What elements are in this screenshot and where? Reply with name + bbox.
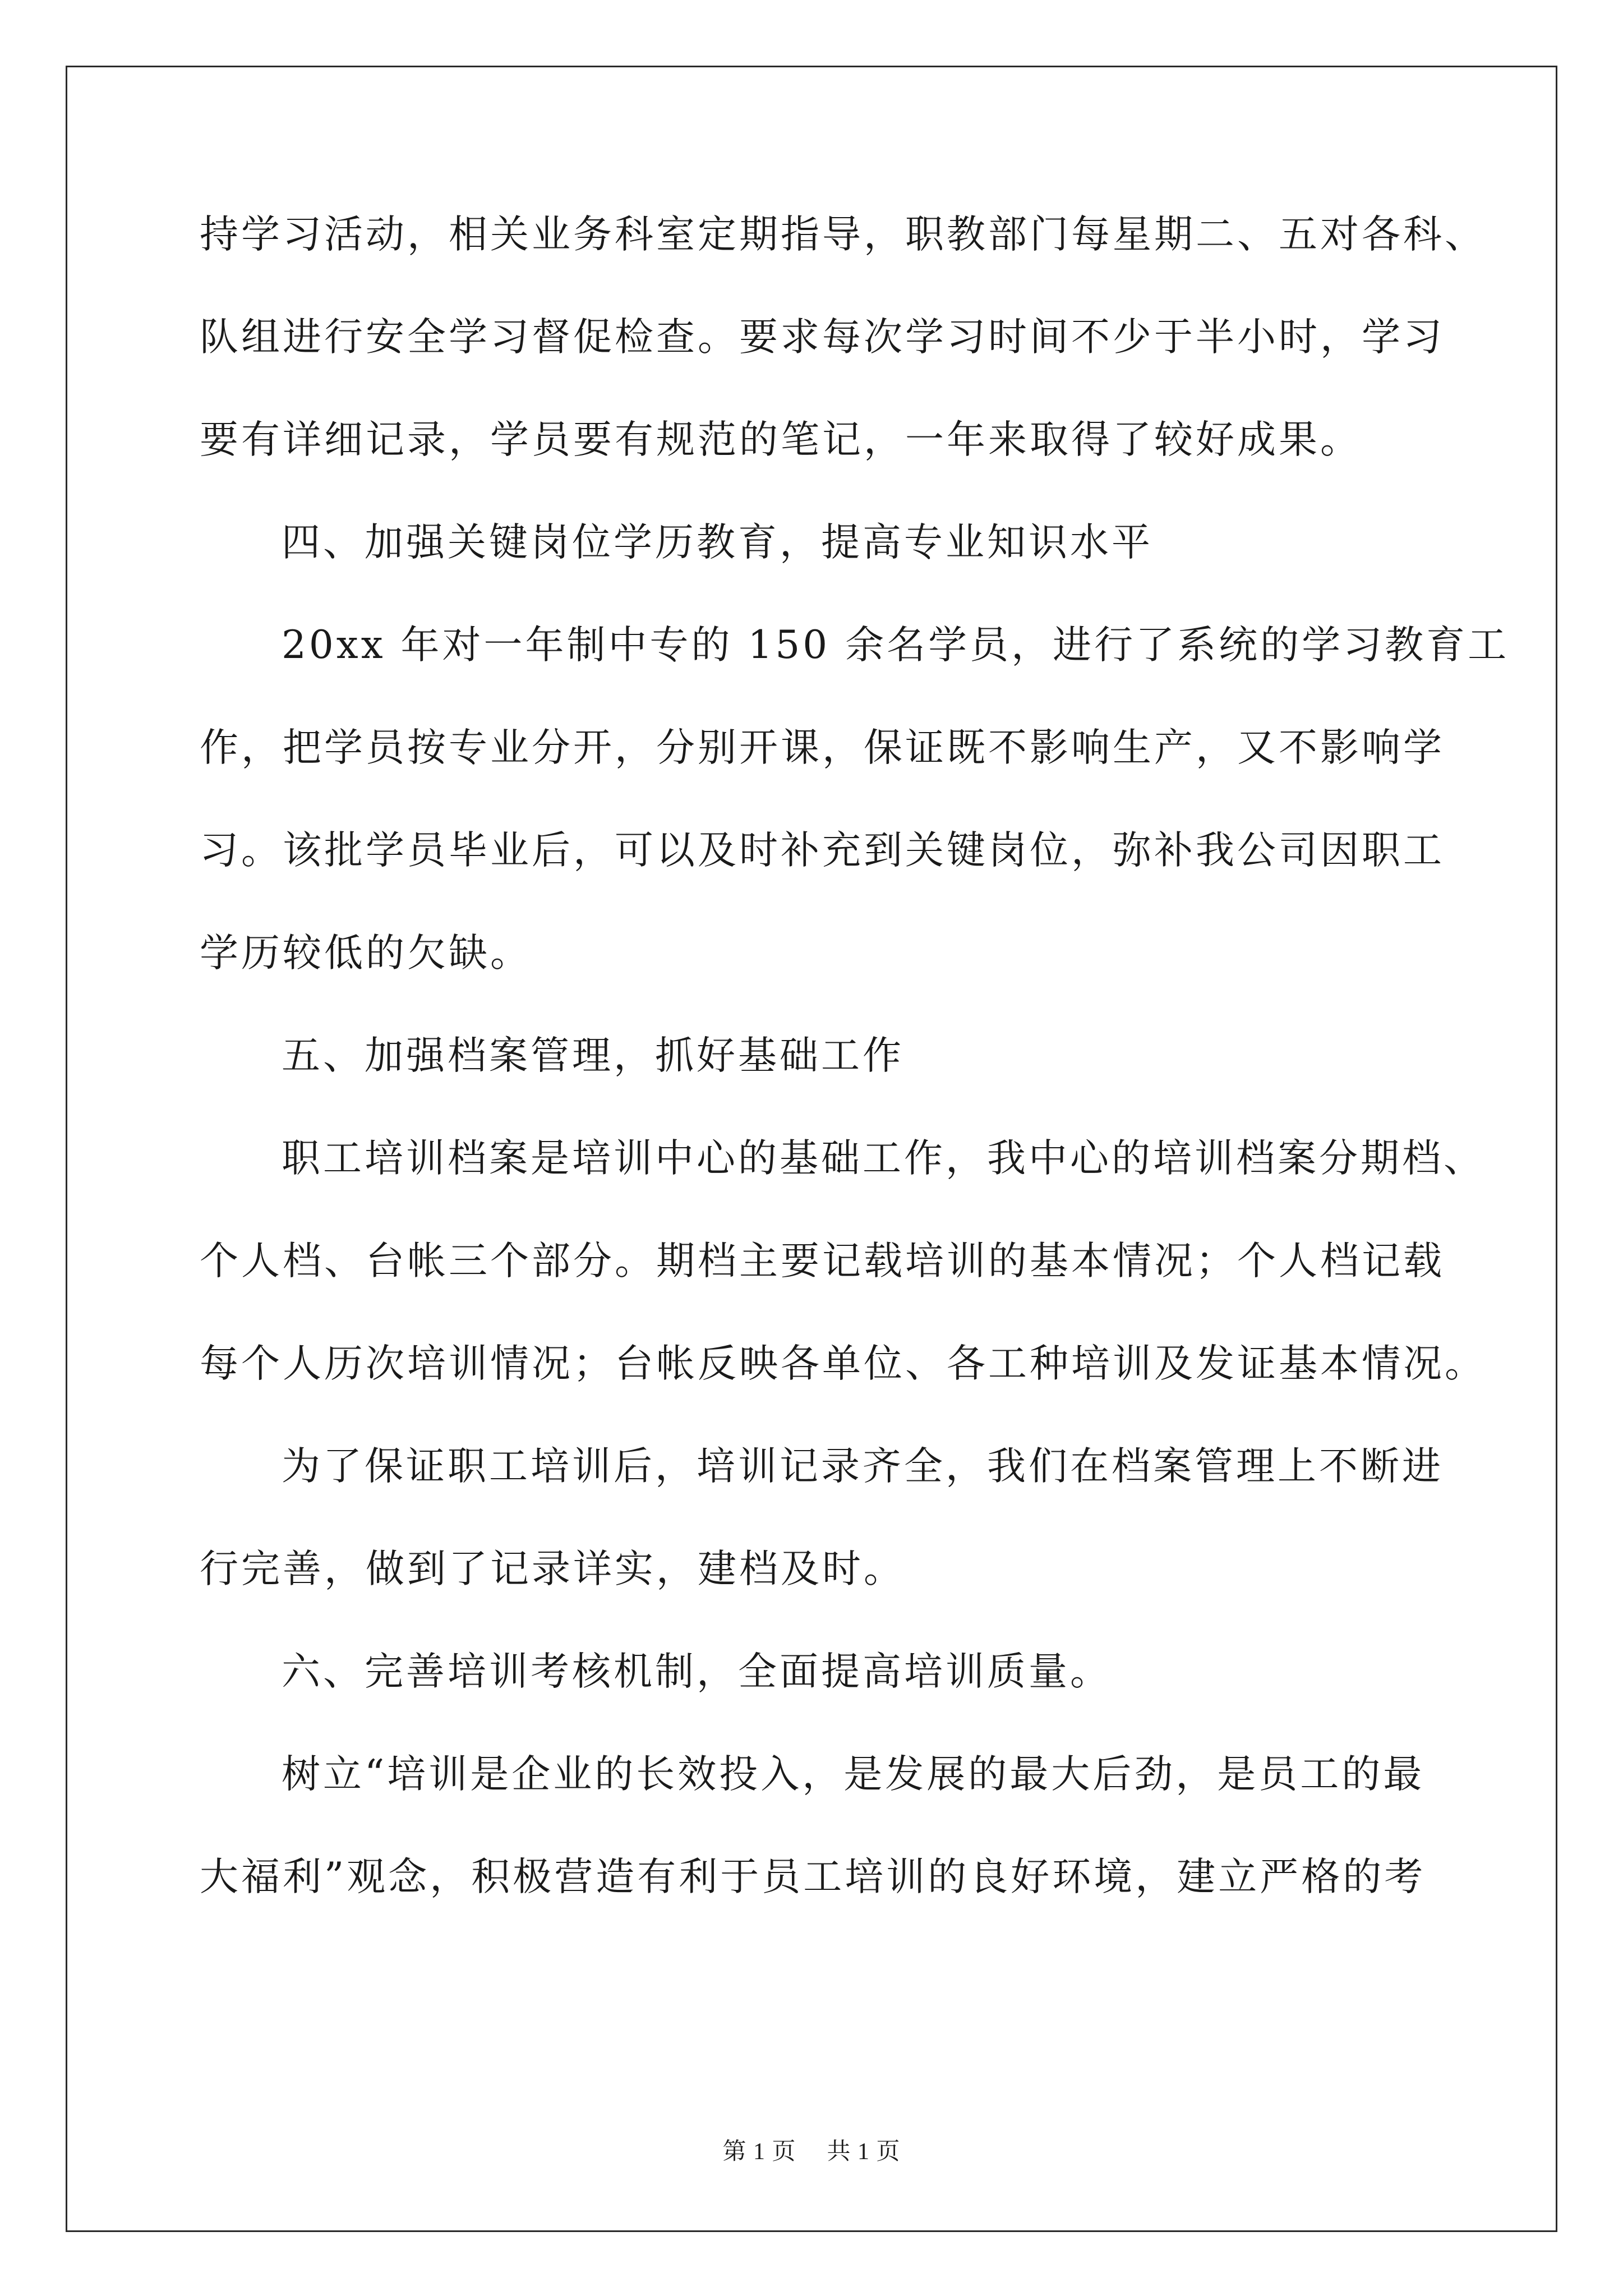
paragraph-line: 大福利”观念，积极营造有利于员工培训的良好环境，建立严格的考 (200, 1855, 1426, 1899)
paragraph-line: 持学习活动，相关业务科室定期指导，职教部门每星期二、五对各科、 (200, 212, 1486, 257)
paragraph-line: 习。该批学员毕业后，可以及时补充到关键岗位，弥补我公司因职工 (200, 828, 1445, 873)
page-count: 共 1 页 (827, 2139, 901, 2165)
section-heading: 五、加强档案管理，抓好基础工作 (282, 1033, 904, 1078)
paragraph-line: 队组进行安全学习督促检查。要求每次学习时间不少于半小时，学习 (200, 315, 1445, 360)
paragraph-line: 树立“培训是企业的长效投入，是发展的最大后劲，是员工的最 (282, 1752, 1425, 1797)
section-heading: 四、加强关键岗位学历教育，提高专业知识水平 (282, 520, 1153, 565)
paragraph-line: 每个人历次培训情况；台帐反映各单位、各工种培训及发证基本情况。 (200, 1341, 1486, 1386)
page-footer (0, 2140, 1623, 2164)
paragraph-line: 个人档、台帐三个部分。期档主要记载培训的基本情况；个人档记载 (200, 1239, 1445, 1283)
paragraph-line: 要有详细记录，学员要有规范的笔记，一年来取得了较好成果。 (200, 417, 1362, 462)
paragraph-line: 作，把学员按专业分开，分别开课，保证既不影响生产，又不影响学 (200, 725, 1445, 770)
section-heading: 六、完善培训考核机制，全面提高培训质量。 (282, 1649, 1112, 1694)
page-number: 第 1 页 (722, 2139, 796, 2165)
paragraph-line: 职工培训档案是培训中心的基础工作，我中心的培训档案分期档、 (282, 1136, 1485, 1181)
paragraph-line: 学历较低的欠缺。 (200, 931, 532, 976)
paragraph-line: 行完善，做到了记录详实，建档及时。 (200, 1547, 905, 1591)
paragraph-line: 20xx 年对一年制中专的 150 余名学员，进行了系统的学习教育工 (282, 623, 1510, 668)
paragraph-line: 为了保证职工培训后，培训记录齐全，我们在档案管理上不断进 (282, 1444, 1444, 1489)
